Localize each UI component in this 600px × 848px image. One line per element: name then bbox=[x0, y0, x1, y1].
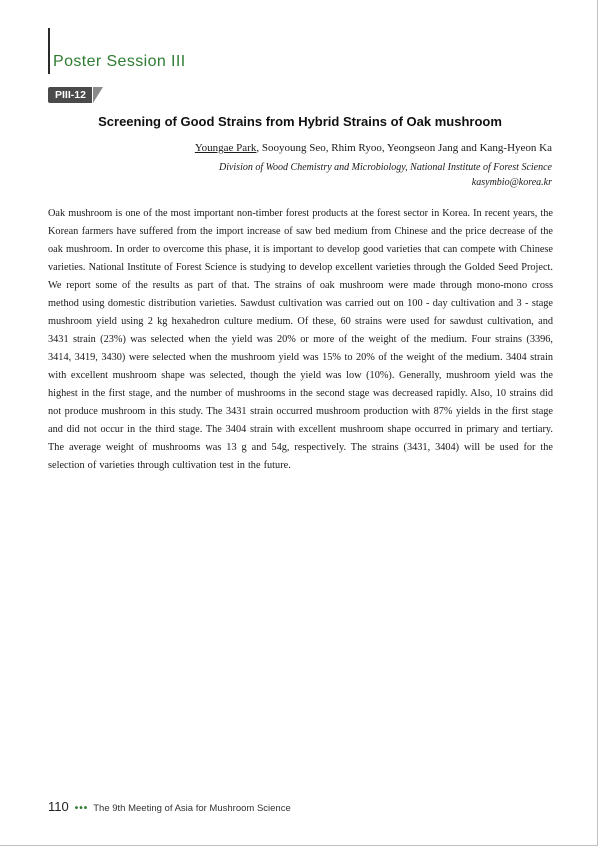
abstract-body: Oak mushroom is one of the most important non-timber forest products at the forest sector in Korea. In recent years, the Korean farmers have suffered from the import increase of saw bed medium from Chinese and the price decrease of the oak mushroom. In order to overcome this phase, it is important to develop good varieties that can compete with Chinese varieties. National Institute of Forest Science is studying to develop excellent varieties through the Golded Seed Project. We report some of the results as part of that. The strains of oak mushroom were made through mono-mono cross method using domestic distribution varieties. Sawdust cultivation was carried out on 100 - day cultivation and 3 - stage mushroom yield using 2 kg hexahedron culture medium. Of these, 60 strains were used for sawdust cultivation, and 3431 strain (23%) was selected when the yield was 20% or more of the weight of the medium. Four strains (3396, 3414, 3419, 3430) were selected when the mushroom yield was 15% to 20% of the weight of the medium. 3404 strain with excellent mushroom shape was selected, though the yield was low (10%). Generally, mushroom yield was the highest in the first stage, and the number of mushrooms in the second stage was decreased rapidly. Also, 10 strains did not produce mushroom in this study. The 3431 strain occurred mushroom production with 87% yields in the first stage and did not occur in the third stage. The 3404 strain with excellent mushroom shape occurred in primary and tertiary. The average weight of mushrooms was 13 g and 54g, respectively. The strains (3431, 3404) will be used for the selection of varieties through cultivation test in the future. bbox=[48, 208, 553, 471]
meeting-name: The 9th Meeting of Asia for Mushroom Science bbox=[93, 803, 291, 814]
contact-email: kasymbio@korea.kr bbox=[471, 177, 552, 188]
footer-dots: ••• bbox=[74, 803, 89, 814]
poster-tag-label: PIII-12 bbox=[48, 87, 92, 103]
section-rule bbox=[48, 28, 50, 74]
section-title: Poster Session III bbox=[53, 53, 186, 70]
page-footer bbox=[48, 799, 291, 814]
page-number: 110 bbox=[48, 799, 69, 814]
coauthors: , Sooyoung Seo, Rhim Ryoo, Yeongseon Jang and Kang-Hyeon Ka bbox=[256, 142, 552, 154]
paper-title: Screening of Good Strains from Hybrid Strains of Oak mushroom bbox=[98, 114, 502, 129]
presenting-author: Youngae Park bbox=[194, 142, 257, 154]
poster-tag bbox=[48, 87, 103, 103]
tag-slash-decoration bbox=[93, 87, 103, 103]
affiliation: Division of Wood Chemistry and Microbiology, National Institute of Forest Science bbox=[218, 162, 552, 173]
author-byline bbox=[195, 142, 552, 154]
